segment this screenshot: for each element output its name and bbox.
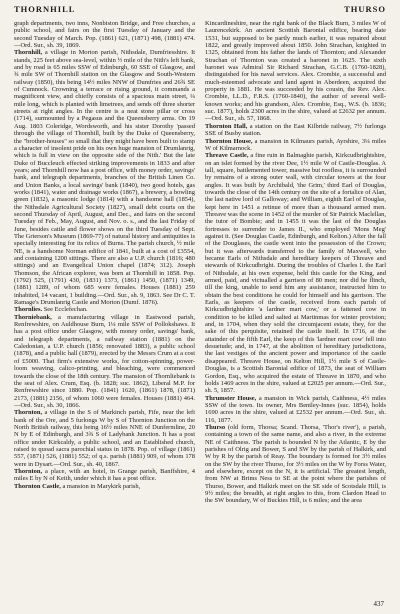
entry-heading: Threave Castle, xyxy=(205,152,249,160)
entry-heading: Thrumster House, xyxy=(205,394,257,402)
right-column-entry xyxy=(205,424,386,505)
entry-text: a fine ruin in Balmaghie parish, Kirkcudbrightshire, on an islet formed by the river Dee, 1½ mile W of Castle-Douglas. A tall, square, battlemented tower, massive but roofless, it is surrounded by remains of a strong outer wall, with circular towers at the four angles. It was built by Archibald, 'the Grim,' third Earl of Douglas, towards the close of the 14th century on the site of a fortalice of Alan, the last native lord of Galloway; and William, eighth Earl of Douglas, kept here in 1451 a retinue of more than a thousand armed men. Threave was the scene in 1452 of the murder of Sir Patrick Maclellan, the tutor of Bombie; and in 1455 it was the last of the Douglas fortresses to surrender to James II., who employed 'Mons Meg' against it. (See Douglas Castle, Edinburgh, and Kelton.) After the fall of the Douglases, the castle went into the possession of the Crown; but it was afterwards transferred to the family of Maxwell, who became Earls of Nithsdale and hereditary keepers of Threave and stewards of Kirkcudbright. During the troubles of Charles I. the Earl of Nithsdale, at his own expense, held this castle for the King, and armed, paid, and victualled a garrison of 80 men; nor did he flinch, till the king, unable to send him any assistance, instructed him to obtain the best conditions he could for himself and his garrison. The Earls, as keepers of the castle, received from each parish of Kirkcudbrightshire 'a lardner mart cow,' or a fattened cow in condition to be killed and salted at Martinmas for winter provision; and, in 1704, when they sold the circumjacent estate, they, for the sake of this perquisite, retained the castle itself. In 1716, at the attainder of the fifth Earl, the keep of this 'lardner mart cow' fell into desuetude; and, in 1747, at the abolition of hereditary jurisdictions, the last vestiges of the ancient power and importance of the castle disappeared. Threave House, on Kelton Hill, 1½ mile S of Castle-Douglas, is a Scottish Baronial edifice of 1873, the seat of William Gordon, Esq., who acquired the estate of Threave in 1870, and who holds 1469 acres in the shire, valued at £2025 per annum.—Ord. Sur., sh. 5, 1857. xyxy=(205,152,386,395)
entry-text: a village in the S of Markinch parish, Fife, near the left bank of the Ore, and 5 furlongs W by S of Thornton Junction on the North British railway, this being 16½ miles NNE of Dunfermline, 20 N by E of Edinburgh, and 3¾ S of Ladybank Junction. It has a post office under Kirkcaldy, a public school, and an Established church, raised to quoad sacra parochial status in 1878. Pop. of village (1861) 557, (1871) 526, (1881) 552; of q.s. parish (1881) 909, of whom 178 were in Dysart.—Ord. Sur., sh. 40, 1867. xyxy=(14,409,195,468)
entry-heading: Thornton, xyxy=(14,409,43,417)
right-column-entry xyxy=(205,138,386,153)
left-column xyxy=(14,20,195,604)
entry-heading: Thornton, xyxy=(14,467,43,475)
entry-heading: Thornlies. xyxy=(14,306,43,314)
entry-heading: Thornton Hall, xyxy=(205,122,248,130)
entry-text: a manufacturing village in Eastwood parish, Renfrewshire, on Auldhouse Burn, 1¼ mile SSW of Pollokshaws. It has a post office under Glasgow, with money order, savings' bank, and telegraph departments, a railway station (1881) on the Caledonian, a U.P. church (1856; renovated 1883), a public school (1878), and a public hall (1879), erected by the Messrs Crum at a cost of £5000. That firm's extensive works, for cotton-spinning, power-loom weaving, calico-printing, and bleaching, were commenced towards the close of the 18th century. The mansion of Thornliebank is the seat of Alex. Crum, Esq. (b. 1828; suc. 1862), Liberal M.P. for Renfrewshire since 1880. Pop. (1841) 1620, (1861) 1878, (1871) 2173, (1881) 2156, of whom 1060 were females. Houses (1881) 464.—Ord. Sur., sh. 30, 1866. xyxy=(14,313,195,409)
left-column-entry xyxy=(14,409,195,468)
right-column xyxy=(205,20,386,604)
right-column-entry xyxy=(205,123,386,138)
entry-text: (old form, Thorsa; Scand. Thorsa, 'Thor's river'), a parish, containing a town of the same name, and also a river, in the extreme NE of Caithness. The parish is bounded N by the Atlantic, E by the parishes of Olrig and Bower, S and SW by the parish of Halkirk, and W by R by the parish of Reay. The boundary is formed for 3½ miles on the SW by the river Thurso, for 3½ miles on the W by Forss Water, and elsewhere, except on the N, it is artificial. The greatest length, from NW at Brims Ness to SE at the point where the parishes of Thurso, Bower, and Halkirk meet on the SE side of Scotsdale Hill, is 9½ miles; the breadth, at right angles to this, from Clardon Head to the SW boundary, W of Buckies Hill, is 6 miles; and the area xyxy=(205,423,386,505)
entry-heading: Thorniebank, xyxy=(14,313,52,321)
page-number: 437 xyxy=(373,600,384,608)
entry-text: See Ecclefechan. xyxy=(42,306,88,314)
left-column-entry xyxy=(14,20,195,49)
running-header xyxy=(14,4,386,18)
entry-heading: Thornton Castle, xyxy=(14,482,61,490)
entry-text: a mansion in Kilmaurs parish, Ayrshire, 3¼ miles W of Kilmarnock. xyxy=(205,137,386,152)
entry-heading: Thornton House, xyxy=(205,137,253,145)
entry-heading: Thurso xyxy=(205,423,226,431)
right-column-entry xyxy=(205,395,386,424)
entry-text: a mansion in Marykirk parish, xyxy=(60,482,141,490)
entry-text: a village in Morton parish, Nithsdale, Dumfriesshire. It stands, 225 feet above sea-level, within ½ mile of the Nith's left bank, and by road is 65 miles SSW of Edinburgh, 60 SSE of Glasgow, and ¾ mile SW of Thornhill station on the Glasgow and South-Western railway (1850), this being 14½ miles NNW of Dumfries and 26¾ SE of Cumnock. Crowning a terrace or rising ground, it commands a magnificent view, and chiefly consists of a spacious main street, ¼ mile long, which is planted with limetrees, and sends off three shorter streets at right angles. In the centre is a neat stone pillar or cross (1714), surmounted by a Pegasus and the Queensberry arms. On 19 Aug. 1803 Coleridge, Wordsworth, and his sister Dorothy 'passed through the village of Thornhill, built by the Duke of Queensberry, the "brother-houses" so small that they might have been built to stamp a character of insolent pride on his own huge mansion of Drumlanrig, which is full in view on the opposite side of the Nith.' But the late Duke of Buccleuch effected striking improvements in 1833 and after years; and Thornhill now has a post office, with money order, savings' bank, and telegraph departments, branches of the British Linen Co. and Union Banks, a local savings' bank (1840), two good hotels, gas works (1841), water and drainage works (1867), a brewery, a bowling green (1832), a masonic lodge (1814) with a handsome hall (1854), the Nithsdale Agricultural Society (1827), small debt courts on the second Thursday of April, August, and Dec., and fairs on the second Tuesday of Feb., May, August, and Nov. o. s., and the last Friday of June, besides cattle and flower shows on the third Tuesday of Sept. The Grierson's Museum (1869-77) of natural history and antiquities is specially interesting for its relics of Burns. The parish church, ½ mile NE, is a handsome Norman edifice of 1841, built at a cost of £3554, and containing 1200 sittings. There are also a U.P. church (1816; 480 sittings) and an Evangelical Union chapel (1874; 312). Joseph Thomson, the African explorer, was born at Thornhill in 1858. Pop. (1792) 525, (1791) 430, (1831) 1373, (1861) 1450, (1871) 1349, (1881) 1289, of whom 685 were females. Houses (1881) 259 inhabited, 14 vacant, 1 building.—Ord. Sur., sh. 9, 1863. See Dr C. T. Ramage's Drumlanrig Castle and Morton (Dumf. 1876). xyxy=(14,49,195,307)
entry-text: graph departments, two inns, Nonbiston Bridge, and Free churches, a public school, and fairs on the first Tuesday of January and the second Tuesday of March. Pop. (1861) 621, (1871) 498, (1881) 474.—Ord. Sur., sh. 39, 1869. xyxy=(14,20,195,50)
header-left: THORNHILL xyxy=(14,4,76,14)
left-column-entry xyxy=(14,468,195,483)
entry-text: a mansion in Wick parish, Caithness, 4½ miles SSW of the town. Its owner, Mrs Bentley-Innes (suc. 1854), holds 1690 acres in the shire, valued at £2532 per annum.—Ord. Sur., sh. 116, 1877. xyxy=(205,394,386,424)
left-column-entry xyxy=(14,483,195,490)
entry-heading: Thornhill, xyxy=(14,49,43,57)
entry-text: Kincardineshire, near the right bank of the Black Burn, 3 miles W of Laurencekirk. An ancient Scottish Baronial edifice, bearing date 1531, but supposed to be partly much earlier, it was repaired about 1822, and greatly improved about 1850. John Strachan, knighted in 1325, obtained from his father the lands of Thornton; and Alexander Strachan of Thornton was created a baronet in 1625. The sixth baronet was Admiral Sir Richard Strachan, G.C.B. (1760-1828), distinguished for his naval services. Alex. Crombie, a successful and much-esteemed advocate and land agent in Aberdeen, acquired the property in 1881. He was succeeded by his cousin, the Rev. Alex. Crombie, LL.D., F.R.S. (1760-1840), the author of several well-known works; and his grandson, Alex. Crombie, Esq., W.S. (b. 1836; suc. 1877), holds 2300 acres in the shire, valued at £2632 per annum.—Ord. Sur., sh. 57, 1868. xyxy=(205,20,386,123)
text-columns xyxy=(14,20,386,604)
entry-text: a place, with an hotel, in Grange parish, Banffshire, 4 miles E by N of Keith, under which it has a post office. xyxy=(14,467,195,483)
header-right: THURSO xyxy=(344,4,386,14)
entry-text: a station on the East Kilbride railway, 7½ furlongs SSE of Busby station. xyxy=(205,122,386,138)
left-column-entry xyxy=(14,306,195,313)
left-column-entry xyxy=(14,314,195,409)
left-column-entry xyxy=(14,49,195,306)
right-column-entry xyxy=(205,20,386,123)
right-column-entry xyxy=(205,152,386,394)
